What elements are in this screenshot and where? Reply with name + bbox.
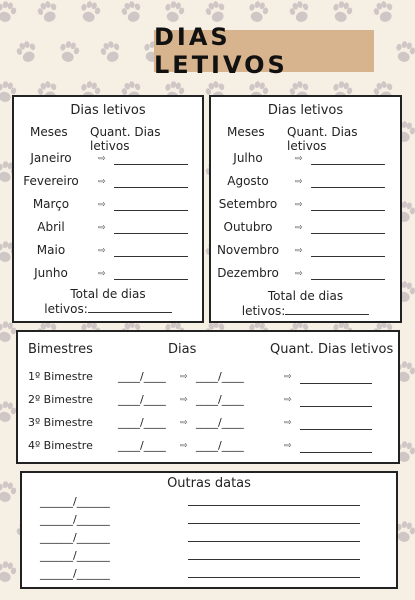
days-count-blank[interactable]	[114, 153, 188, 165]
arrow-right-icon: ⇨	[295, 177, 303, 187]
month-row	[211, 266, 400, 284]
days-count-blank[interactable]	[311, 245, 385, 257]
paw-print-icon	[0, 0, 18, 24]
month-label: Novembro	[216, 243, 280, 257]
month-row	[14, 174, 202, 192]
month-row	[211, 243, 400, 261]
paw-print-icon	[98, 39, 123, 65]
other-date-description-blank[interactable]	[188, 567, 360, 578]
other-date-description-blank[interactable]	[188, 495, 360, 506]
month-row	[211, 197, 400, 215]
arrow-right-icon: ⇨	[180, 441, 188, 451]
other-dates-card	[20, 471, 398, 589]
other-date-blank[interactable]: ______/______	[40, 531, 110, 544]
bimester-count-blank[interactable]	[300, 372, 372, 384]
days-count-blank[interactable]	[311, 268, 385, 280]
paw-print-icon	[57, 39, 81, 64]
bimester-start-date[interactable]: ____/____	[118, 416, 166, 429]
arrow-right-icon: ⇨	[284, 441, 292, 451]
month-label: Março	[32, 197, 70, 211]
bimesters-card	[16, 330, 400, 464]
arrow-right-icon: ⇨	[180, 395, 188, 405]
paw-print-icon	[393, 39, 415, 64]
semester-1-total-label-1: Total de dias	[70, 287, 146, 301]
arrow-right-icon: ⇨	[295, 200, 303, 210]
arrow-right-icon: ⇨	[284, 372, 292, 382]
month-label: Fevereiro	[23, 174, 79, 188]
month-label: Janeiro	[30, 151, 72, 165]
arrow-right-icon: ⇨	[98, 223, 106, 233]
semester-2-count-header: Quant. Dias letivos	[287, 125, 358, 153]
days-count-blank[interactable]	[114, 176, 188, 188]
month-row	[14, 197, 202, 215]
paw-print-icon	[203, 0, 228, 25]
bimesters-days-header: Dias	[168, 342, 197, 357]
bimester-end-date[interactable]: ____/____	[196, 370, 244, 383]
bimester-label: 1º Bimestre	[28, 370, 93, 383]
semester-2-total	[211, 289, 400, 319]
bimesters-header: Bimestres	[28, 342, 93, 357]
semester-1-months-header: Meses	[30, 125, 68, 139]
bimester-row	[18, 416, 398, 434]
paw-print-icon	[371, 0, 396, 25]
other-date-blank[interactable]: ______/______	[40, 549, 110, 562]
other-date-row	[22, 531, 396, 547]
arrow-right-icon: ⇨	[295, 246, 303, 256]
month-label: Junho	[34, 266, 68, 280]
bimester-row	[18, 370, 398, 388]
days-count-blank[interactable]	[114, 268, 188, 280]
other-date-row	[22, 567, 396, 583]
semester-1-card	[12, 95, 204, 323]
semester-2-heading: Dias letivos	[267, 103, 344, 118]
bimester-row	[18, 393, 398, 411]
paw-print-icon	[162, 0, 186, 24]
month-row	[14, 243, 202, 261]
arrow-right-icon: ⇨	[295, 223, 303, 233]
other-date-blank[interactable]: ______/______	[40, 513, 110, 526]
month-row	[14, 266, 202, 284]
days-count-blank[interactable]	[311, 176, 385, 188]
bimester-start-date[interactable]: ____/____	[118, 439, 166, 452]
month-label: Abril	[37, 220, 65, 234]
title-banner	[154, 23, 374, 79]
arrow-right-icon: ⇨	[284, 418, 292, 428]
other-date-row	[22, 495, 396, 511]
other-date-row	[22, 513, 396, 529]
days-count-blank[interactable]	[114, 199, 188, 211]
arrow-right-icon: ⇨	[295, 154, 303, 164]
days-count-blank[interactable]	[311, 153, 385, 165]
month-label: Julho	[233, 151, 263, 165]
semester-1-heading: Dias letivos	[70, 103, 146, 118]
other-date-blank[interactable]: ______/______	[40, 567, 110, 580]
page-title: DIAS LETIVOS	[154, 23, 288, 79]
other-date-description-blank[interactable]	[188, 531, 360, 542]
bimesters-count-header: Quant. Dias letivos	[270, 342, 394, 357]
arrow-right-icon: ⇨	[180, 372, 188, 382]
month-label: Agosto	[227, 174, 269, 188]
bimester-end-date[interactable]: ____/____	[196, 439, 244, 452]
month-row	[211, 220, 400, 238]
semester-2-total-label-2: letivos:	[241, 304, 286, 318]
days-count-blank[interactable]	[114, 245, 188, 257]
other-date-description-blank[interactable]	[188, 549, 360, 560]
paw-print-icon	[119, 0, 144, 25]
arrow-right-icon: ⇨	[284, 395, 292, 405]
bimester-label: 3º Bimestre	[28, 416, 93, 429]
other-date-description-blank[interactable]	[188, 513, 360, 524]
bimester-start-date[interactable]: ____/____	[118, 370, 166, 383]
paw-print-icon	[287, 0, 312, 25]
bimester-label: 4º Bimestre	[28, 439, 93, 452]
other-dates-heading: Outras datas	[167, 476, 251, 491]
paw-print-icon	[0, 479, 18, 504]
paw-print-icon	[35, 0, 60, 25]
semester-1-total-label-2: letivos:	[44, 302, 88, 316]
semester-2-card	[209, 95, 402, 323]
arrow-right-icon: ⇨	[98, 154, 106, 164]
bimester-label: 2º Bimestre	[28, 393, 93, 406]
other-date-blank[interactable]: ______/______	[40, 495, 110, 508]
days-count-blank[interactable]	[114, 222, 188, 234]
semester-1-total-blank[interactable]	[88, 302, 172, 313]
paw-print-icon	[14, 39, 39, 65]
days-count-blank[interactable]	[311, 199, 385, 211]
arrow-right-icon: ⇨	[180, 418, 188, 428]
month-label: Setembro	[218, 197, 278, 211]
month-row	[14, 220, 202, 238]
arrow-right-icon: ⇨	[98, 246, 106, 256]
month-label: Dezembro	[217, 266, 279, 280]
arrow-right-icon: ⇨	[98, 177, 106, 187]
bimester-count-blank[interactable]	[300, 418, 372, 430]
month-row	[14, 151, 202, 169]
paw-print-icon	[246, 0, 270, 24]
semester-1-count-header: Quant. Dias letivos	[90, 125, 161, 153]
bimester-end-date[interactable]: ____/____	[196, 416, 244, 429]
arrow-right-icon: ⇨	[295, 269, 303, 279]
bimester-row	[18, 439, 398, 457]
bimester-end-date[interactable]: ____/____	[196, 393, 244, 406]
month-label: Maio	[36, 243, 66, 257]
semester-2-total-blank[interactable]	[285, 304, 369, 315]
paw-print-icon	[78, 0, 102, 24]
days-count-blank[interactable]	[311, 222, 385, 234]
other-date-row	[22, 549, 396, 565]
arrow-right-icon: ⇨	[98, 200, 106, 210]
bimester-count-blank[interactable]	[300, 395, 372, 407]
bimester-start-date[interactable]: ____/____	[118, 393, 166, 406]
month-row	[211, 151, 400, 169]
semester-1-total	[14, 287, 202, 317]
month-row	[211, 174, 400, 192]
paw-print-icon	[0, 559, 18, 584]
paw-print-icon	[330, 0, 354, 24]
semester-2-months-header: Meses	[227, 125, 265, 139]
semester-2-total-label-1: Total de dias	[267, 289, 344, 303]
month-label: Outubro	[223, 220, 273, 234]
arrow-right-icon: ⇨	[98, 269, 106, 279]
bimester-count-blank[interactable]	[300, 441, 372, 453]
